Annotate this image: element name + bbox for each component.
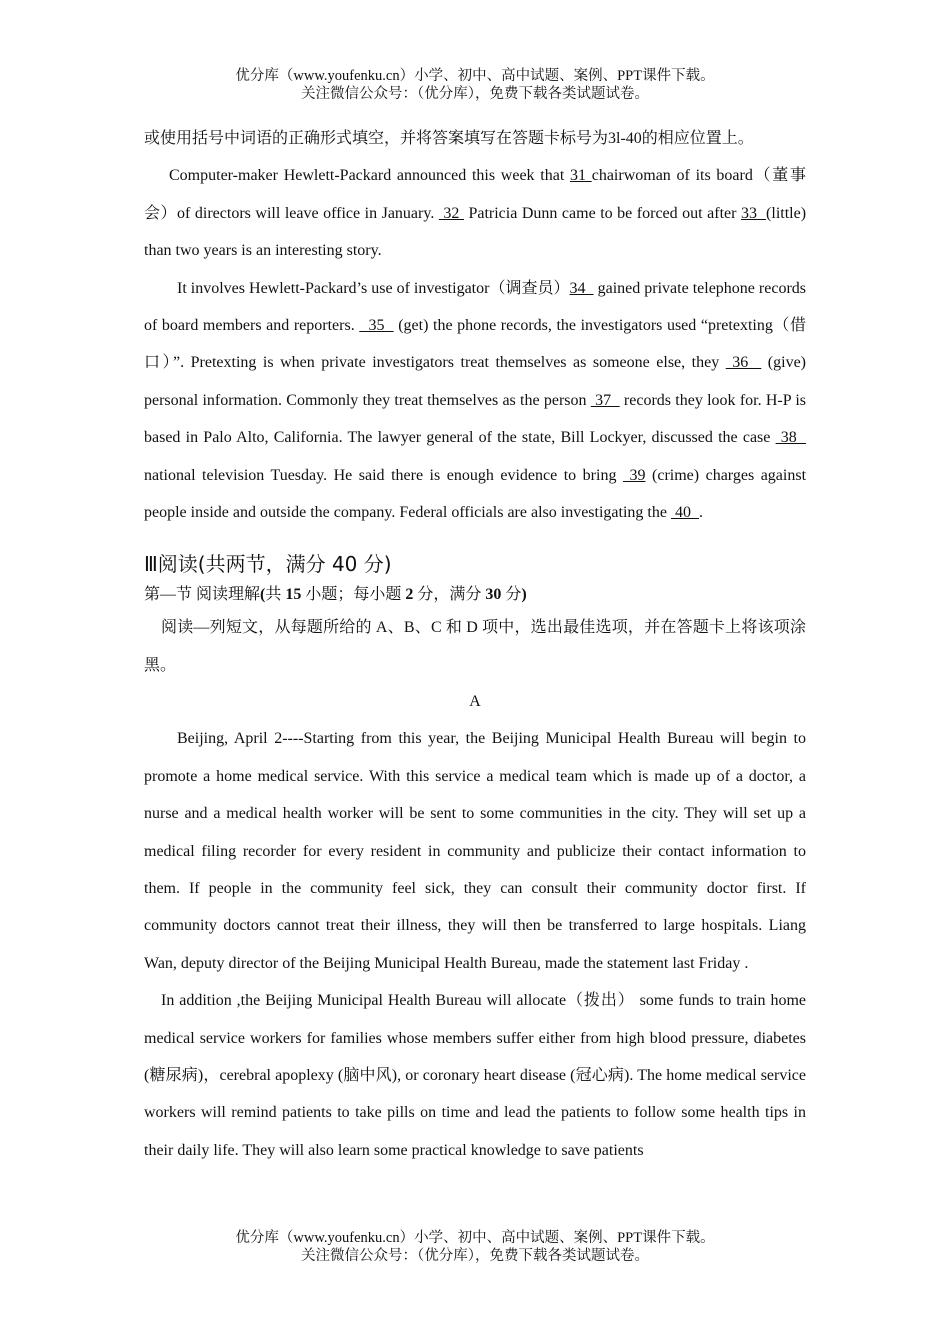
cloze-instructions: 或使用括号中词语的正确形式填空，并将答案填写在答题卡标号为3l-40的相应位置上。 [144, 130, 754, 147]
blank-35: 35 [359, 317, 394, 335]
passage-paragraph-1: Beijing, April 2----Starting from this year, the Beijing Municipal Health Bureau will begin to promote a home medical service. With this service a medical team which is made up of a doctor, a nurse and a medical health worker will be sent to some communities in the city. They will set up a medical filing recorder for every resident in community and publicize their contact information to them. If people in the community feel sick, they can consult their community doctor first. If community doctors cannot treat their illness, they will then be transferred to large hospitals. Liang Wan, deputy director of the Beijing Municipal Health Bureau, made the statement last Friday . [144, 730, 806, 972]
blank-33: 33 [740, 204, 767, 222]
footer-line-2: 关注微信公众号：（优分库），免费下载各类试题试卷。 [301, 1248, 649, 1264]
blank-31: 31 [569, 167, 592, 185]
blank-34: 34 [569, 279, 594, 297]
blank-38: 38 [775, 429, 807, 447]
blank-36: 36 [725, 354, 762, 372]
blank-40: 40 [670, 504, 699, 522]
blank-37: 37 [590, 391, 620, 409]
header-line-2: 关注微信公众号：（优分库），免费下载各类试题试卷。 [301, 86, 649, 102]
header-line-1: 优分库（www.youfenku.cn）小学、初中、高中试题、案例、PPT课件下载。 [235, 68, 715, 84]
reading-instructions: 阅读—列短文，从每题所给的 A、B、C 和 D 项中，选出最佳选项，并在答题卡上将该项涂黑。 [144, 619, 806, 674]
page-footer [0, 1229, 950, 1265]
blank-32: 32 [438, 204, 464, 222]
section-title: Ⅲ阅读(共两节，满分 40 分) [144, 552, 392, 577]
subsection-title: 第—节 阅读理解(共 15 小题；每小题 2 分，满分 30 分) [144, 586, 527, 604]
cloze-paragraph-2: It involves Hewlett-Packard’s use of investigator（调查员）34 gained private telephone records of board members and reporters. 35 (get) the phone records, the investigators used “pretexting（借口）”. Pretexting is when private investigators treat themselves as someone else, they 36 (give) personal information. Commonly they treat themselves as the person 37 records they look for. H-P is based in Palo Alto, California. The lawyer general of the state, Bill Lockyer, discussed the case 38 national television Tuesday. He said there is enough evidence to bring 39 (crime) charges against people inside and outside the company. Federal officials are also investigating the 40 . [144, 279, 807, 522]
page-header [0, 67, 950, 103]
footer-line-1: 优分库（www.youfenku.cn）小学、初中、高中试题、案例、PPT课件下载。 [235, 1230, 715, 1246]
cloze-paragraph-1: Computer-maker Hewlett-Packard announced this week that 31 chairwoman of its board（董事会）of directors will leave office in January. 32 Patricia Dunn came to be forced out after 33 (little) than two years is an interesting story. [144, 167, 807, 260]
blank-39: 39 [622, 466, 646, 484]
passage-paragraph-2: In addition ,the Beijing Municipal Health Bureau will allocate（拨出） some funds to train home medical service workers for families whose members suffer either from high blood pressure, diabetes (糖尿病)，cerebral apoplexy (脑中风), or coronary heart disease (冠心病). The home medical service workers will remind patients to take pills on time and lead the patients to follow some health tips in their daily life. They will also learn some practical knowledge to save patients [144, 992, 806, 1159]
passage-label: A [469, 693, 481, 711]
page-body [144, 120, 806, 1169]
